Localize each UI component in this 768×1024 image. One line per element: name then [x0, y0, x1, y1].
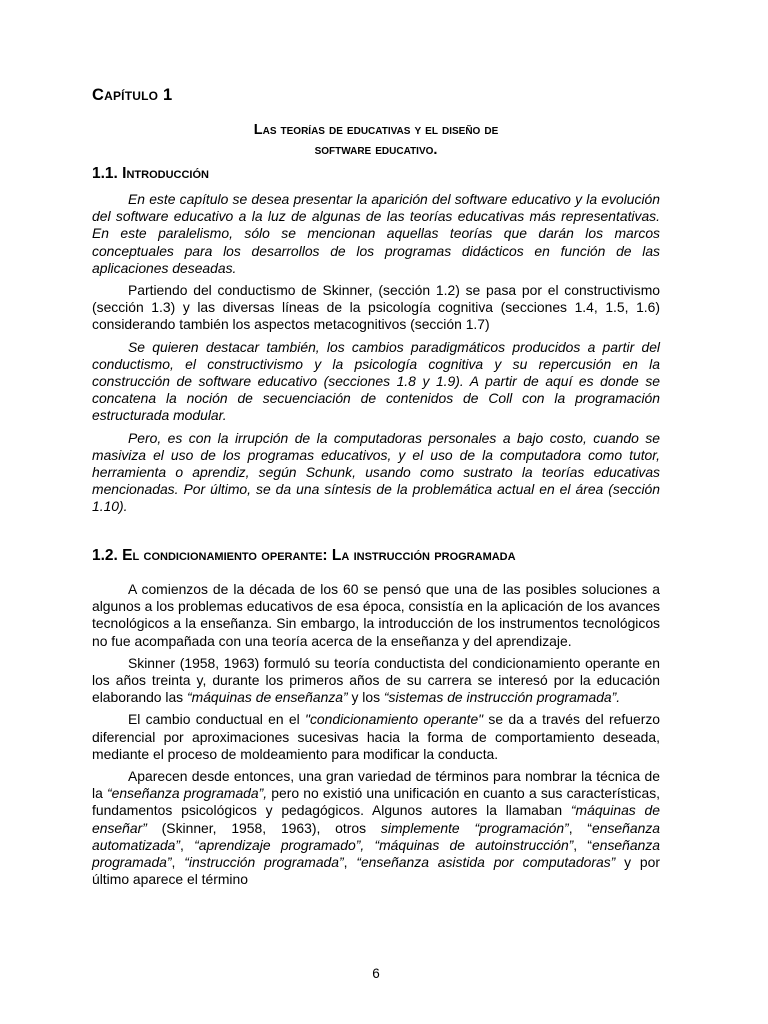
paragraph: Partiendo del conductismo de Skinner, (sección 1.2) se pasa por el constructivismo (sección 1.3) y las diversas líneas de la psicología cognitiva (secciones 1.4, 1.5, 1.6) considerando también los aspectos metacognitivos (sección 1.7)	[92, 282, 660, 333]
section-heading-introduccion: 1.1. Introducción	[92, 165, 209, 182]
document-page	[92, 0, 660, 1024]
paragraph: A comienzos de la década de los 60 se pensó que una de las posibles soluciones a algunos a los problemas educativos de esa época, consistía en la aplicación de los avances tecnológicos a la enseñanza. Sin embargo, la introducción de los instrumentos tecnológicos no fue acompañada con una teoría acerca de la enseñanza y del aprendizaje.	[92, 581, 660, 649]
chapter-title-line-1: Las teorías de educativas y el diseño de	[253, 122, 499, 138]
paragraph: El cambio conductual en el "condicionamiento operante" se da a través del refuerzo diferencial por aproximaciones sucesivas hacia la forma de comportamiento deseada, mediante el proceso de moldeamiento para modificar la conducta.	[92, 711, 660, 762]
chapter-title	[92, 120, 660, 160]
chapter-title-line-2: software educativo.	[314, 142, 438, 158]
paragraph: Pero, es con la irrupción de la computadoras personales a bajo costo, cuando se masiviza el uso de los programas educativos, y el uso de la computadora como tutor, herramienta o aprendiz, según Schunk, usando como sustrato la teorías educativas mencionadas. Por último, se da una síntesis de la problemática actual en el área (sección 1.10).	[92, 429, 660, 515]
paragraph: En este capítulo se desea presentar la aparición del software educativo y la evolución del software educativo a la luz de algunas de las teorías educativas más representativas. En este paralelismo, sólo se mencionan aquellas teorías que darán los marcos conceptuales para los desarrollos de los programas didácticos en función de las aplicaciones deseadas.	[92, 191, 660, 276]
paragraph: Skinner (1958, 1963) formuló su teoría conductista del condicionamiento operante en los años treinta y, durante los primeros años de su carrera se interesó por la educación elaborando las “máquinas de enseñanza” y los “sistemas de instrucción programada”.	[92, 654, 660, 706]
paragraph: Se quieren destacar también, los cambios paradigmáticos producidos a partir del conductismo, el constructivismo y la psicología cognitiva y su repercusión en la construcción de software educativo (secciones 1.8 y 1.9). A partir de aquí es donde se concatena la noción de secuenciación de contenidos de Coll con la programación estructurada modular.	[92, 338, 660, 424]
page-number: 6	[372, 966, 380, 981]
section-introduccion-body	[92, 191, 660, 521]
section-heading-condicionamiento: 1.2. El condicionamiento operante: La instrucción programada	[92, 547, 516, 564]
paragraph: Aparecen desde entonces, una gran variedad de términos para nombrar la técnica de la “enseñanza programada”, pero no existió una unificación en cuanto a sus características, fundamentos psicológicos y pedagógicos. Algunos autores la llamaban “máquinas de enseñar” (Skinner, 1958, 1963), otros simplemente “programación”, “enseñanza automatizada”, “aprendizaje programado”, “máquinas de autoinstrucción”, “enseñanza programada”, “instrucción programada”, “enseñanza asistida por computadoras” y por último aparece el término	[92, 768, 660, 888]
section-condicionamiento-body	[92, 581, 660, 893]
chapter-label: Capítulo 1	[92, 86, 173, 104]
